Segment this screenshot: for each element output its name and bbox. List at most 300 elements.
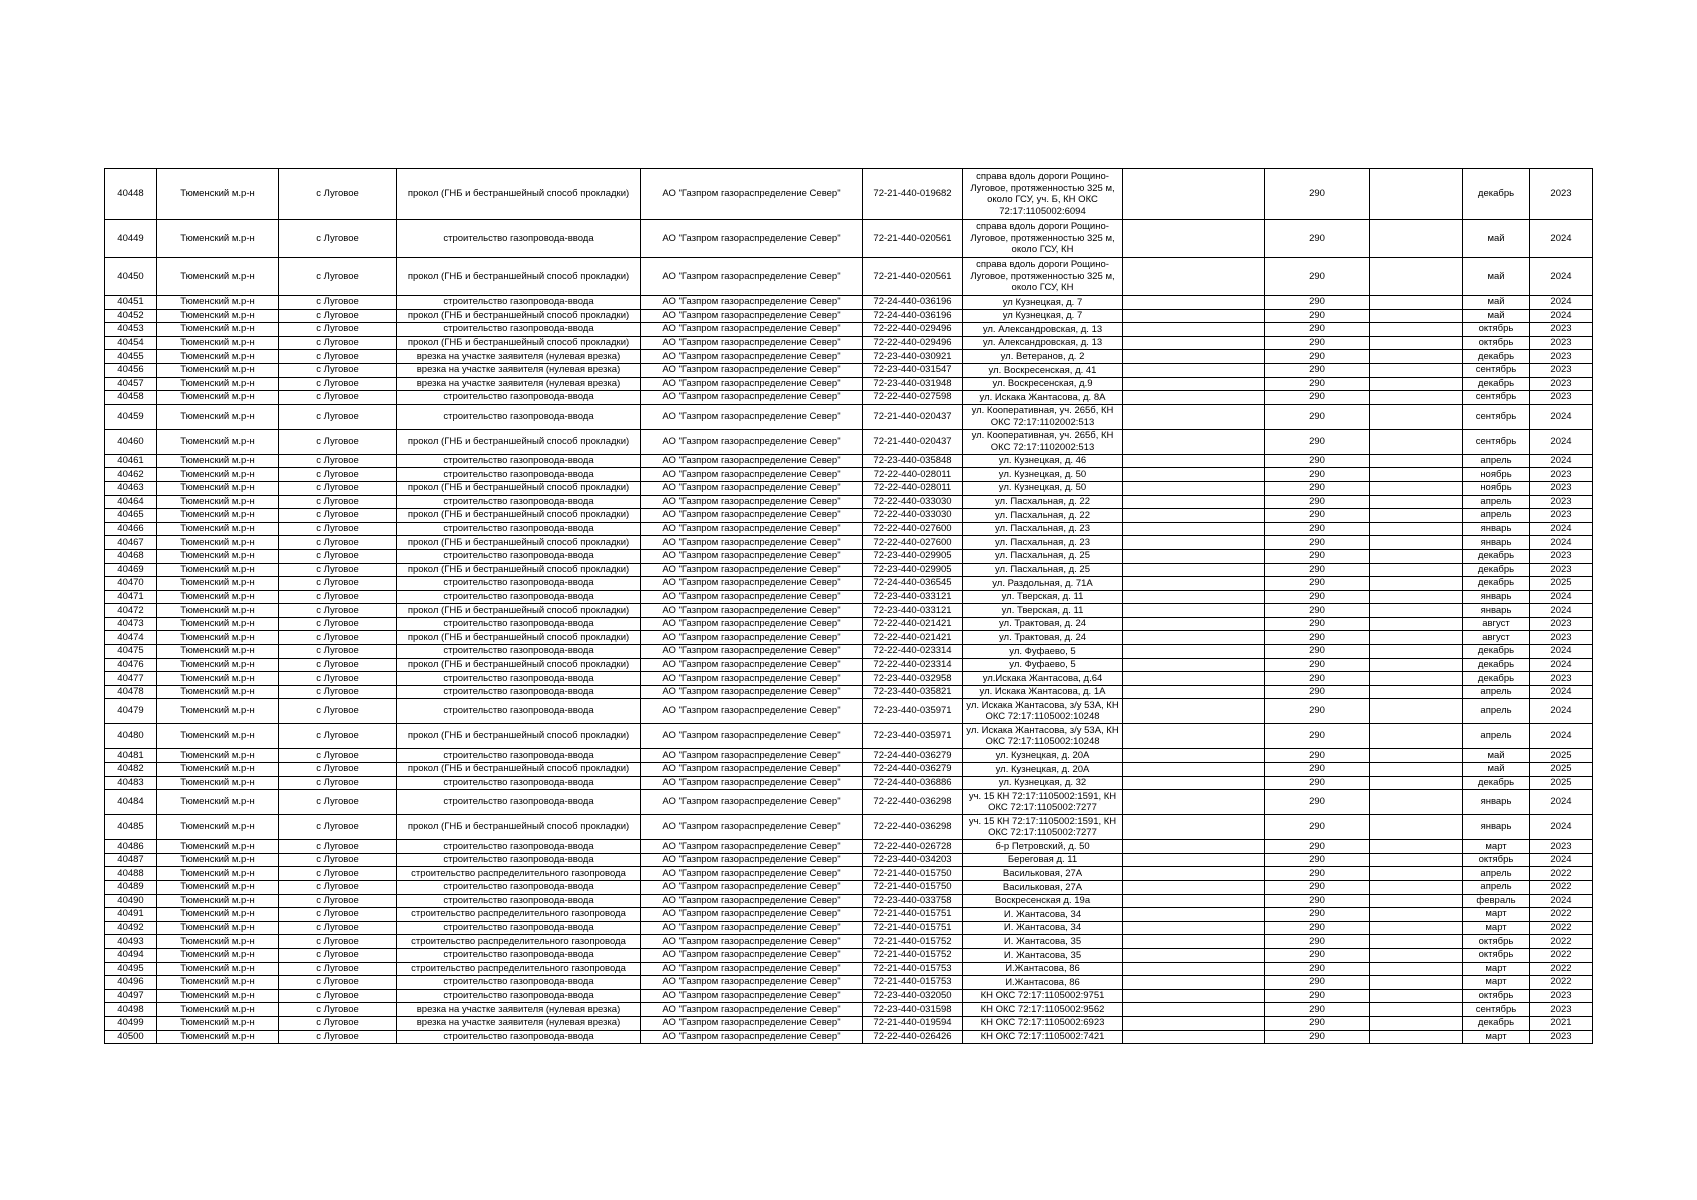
settlement-cell: с Луговое [279, 645, 397, 659]
contract-number-cell: 72-24-440-036196 [863, 309, 963, 323]
work-type-cell: строительство газопровода-ввода [397, 976, 641, 990]
contract-number-cell: 72-24-440-036886 [863, 776, 963, 790]
empty-cell [1123, 976, 1265, 990]
row-number: 40485 [105, 815, 157, 840]
address-cell: ул. Пасхальная, д. 23 [963, 522, 1123, 536]
empty-cell [1370, 363, 1463, 377]
address-cell: ул. Искака Жантасова, д. 1А [963, 685, 1123, 699]
empty-cell [1370, 220, 1463, 258]
table-row [105, 549, 1593, 563]
organization-cell: АО "Газпром газораспределение Север" [641, 645, 863, 659]
value-cell: 290 [1265, 815, 1370, 840]
empty-cell [1370, 481, 1463, 495]
row-number: 40453 [105, 323, 157, 337]
year-cell: 2024 [1530, 815, 1593, 840]
value-cell: 290 [1265, 881, 1370, 895]
contract-number-cell: 72-22-440-028011 [863, 468, 963, 482]
settlement-cell: с Луговое [279, 631, 397, 645]
year-cell: 2022 [1530, 948, 1593, 962]
organization-cell: АО "Газпром газораспределение Север" [641, 699, 863, 724]
empty-cell [1123, 881, 1265, 895]
year-cell: 2024 [1530, 790, 1593, 815]
work-type-cell: строительство газопровода-ввода [397, 948, 641, 962]
month-cell: январь [1463, 590, 1530, 604]
row-number: 40460 [105, 429, 157, 454]
contract-number-cell: 72-22-440-026426 [863, 1030, 963, 1044]
organization-cell: АО "Газпром газораспределение Север" [641, 724, 863, 749]
month-cell: апрель [1463, 881, 1530, 895]
contract-number-cell: 72-23-440-033758 [863, 894, 963, 908]
year-cell: 2023 [1530, 377, 1593, 391]
address-cell: КН ОКС 72:17:1105002:9562 [963, 1003, 1123, 1017]
empty-cell [1123, 549, 1265, 563]
empty-cell [1123, 685, 1265, 699]
empty-cell [1370, 962, 1463, 976]
settlement-cell: с Луговое [279, 962, 397, 976]
organization-cell: АО "Газпром газораспределение Север" [641, 495, 863, 509]
month-cell: апрель [1463, 724, 1530, 749]
month-cell: апрель [1463, 699, 1530, 724]
month-cell: апрель [1463, 685, 1530, 699]
empty-cell [1123, 1016, 1265, 1030]
month-cell: апрель [1463, 509, 1530, 523]
month-cell: май [1463, 309, 1530, 323]
empty-cell [1123, 1003, 1265, 1017]
year-cell: 2023 [1530, 617, 1593, 631]
table-row [105, 867, 1593, 881]
month-cell: март [1463, 908, 1530, 922]
empty-cell [1370, 894, 1463, 908]
value-cell: 290 [1265, 604, 1370, 618]
work-type-cell: прокол (ГНБ и бестраншейный способ прокладки) [397, 658, 641, 672]
district-cell: Тюменский м.р-н [157, 522, 279, 536]
empty-cell [1370, 631, 1463, 645]
table-row [105, 454, 1593, 468]
month-cell: октябрь [1463, 336, 1530, 350]
year-cell: 2024 [1530, 309, 1593, 323]
month-cell: ноябрь [1463, 481, 1530, 495]
contract-number-cell: 72-21-440-015751 [863, 908, 963, 922]
organization-cell: АО "Газпром газораспределение Север" [641, 763, 863, 777]
address-cell: ул. Трактовая, д. 24 [963, 617, 1123, 631]
year-cell: 2021 [1530, 1016, 1593, 1030]
year-cell: 2024 [1530, 296, 1593, 310]
district-cell: Тюменский м.р-н [157, 685, 279, 699]
district-cell: Тюменский м.р-н [157, 309, 279, 323]
year-cell: 2023 [1530, 631, 1593, 645]
organization-cell: АО "Газпром газораспределение Север" [641, 336, 863, 350]
organization-cell: АО "Газпром газораспределение Север" [641, 776, 863, 790]
district-cell: Тюменский м.р-н [157, 258, 279, 296]
row-number: 40488 [105, 867, 157, 881]
work-type-cell: прокол (ГНБ и бестраншейный способ прокладки) [397, 631, 641, 645]
settlement-cell: с Луговое [279, 867, 397, 881]
work-type-cell: строительство газопровода-ввода [397, 577, 641, 591]
row-number: 40486 [105, 840, 157, 854]
work-type-cell: строительство газопровода-ввода [397, 454, 641, 468]
year-cell: 2024 [1530, 220, 1593, 258]
row-number: 40484 [105, 790, 157, 815]
row-number: 40459 [105, 404, 157, 429]
row-number: 40462 [105, 468, 157, 482]
value-cell: 290 [1265, 790, 1370, 815]
month-cell: декабрь [1463, 350, 1530, 364]
work-type-cell: строительство газопровода-ввода [397, 468, 641, 482]
settlement-cell: с Луговое [279, 549, 397, 563]
empty-cell [1370, 815, 1463, 840]
district-cell: Тюменский м.р-н [157, 404, 279, 429]
contract-number-cell: 72-22-440-027600 [863, 522, 963, 536]
work-type-cell: строительство распределительного газопровода [397, 908, 641, 922]
empty-cell [1370, 429, 1463, 454]
table-row [105, 590, 1593, 604]
empty-cell [1370, 495, 1463, 509]
organization-cell: АО "Газпром газораспределение Север" [641, 1003, 863, 1017]
settlement-cell: с Луговое [279, 894, 397, 908]
organization-cell: АО "Газпром газораспределение Север" [641, 404, 863, 429]
settlement-cell: с Луговое [279, 336, 397, 350]
address-cell: ул. Кузнецкая, д. 50 [963, 481, 1123, 495]
settlement-cell: с Луговое [279, 454, 397, 468]
address-cell: ул. Трактовая, д. 24 [963, 631, 1123, 645]
row-number: 40469 [105, 563, 157, 577]
row-number: 40456 [105, 363, 157, 377]
work-type-cell: строительство газопровода-ввода [397, 685, 641, 699]
table-row [105, 536, 1593, 550]
settlement-cell: с Луговое [279, 169, 397, 220]
contract-number-cell: 72-22-440-029496 [863, 336, 963, 350]
district-cell: Тюменский м.р-н [157, 363, 279, 377]
address-cell: ул. Кузнецкая, д. 46 [963, 454, 1123, 468]
empty-cell [1370, 309, 1463, 323]
value-cell: 290 [1265, 336, 1370, 350]
district-cell: Тюменский м.р-н [157, 590, 279, 604]
work-type-cell: прокол (ГНБ и бестраншейный способ прокладки) [397, 169, 641, 220]
value-cell: 290 [1265, 563, 1370, 577]
organization-cell: АО "Газпром газораспределение Север" [641, 481, 863, 495]
contract-number-cell: 72-23-440-031598 [863, 1003, 963, 1017]
year-cell: 2024 [1530, 724, 1593, 749]
empty-cell [1370, 391, 1463, 405]
organization-cell: АО "Газпром газораспределение Север" [641, 509, 863, 523]
table-row [105, 495, 1593, 509]
district-cell: Тюменский м.р-н [157, 509, 279, 523]
empty-cell [1123, 296, 1265, 310]
district-cell: Тюменский м.р-н [157, 989, 279, 1003]
table-row [105, 1003, 1593, 1017]
organization-cell: АО "Газпром газораспределение Север" [641, 631, 863, 645]
district-cell: Тюменский м.р-н [157, 921, 279, 935]
empty-cell [1123, 962, 1265, 976]
work-type-cell: прокол (ГНБ и бестраншейный способ прокладки) [397, 509, 641, 523]
value-cell: 290 [1265, 590, 1370, 604]
district-cell: Тюменский м.р-н [157, 948, 279, 962]
year-cell: 2023 [1530, 391, 1593, 405]
value-cell: 290 [1265, 894, 1370, 908]
address-cell: ул. Кооперативная, уч. 265б, КН ОКС 72:17:1102002:513 [963, 429, 1123, 454]
address-cell: справа вдоль дороги Рощино-Луговое, протяженностью 325 м, около ГСУ, уч. Б, КН ОКС 72:17:1105002:6094 [963, 169, 1123, 220]
table-row [105, 658, 1593, 672]
contract-number-cell: 72-21-440-015752 [863, 948, 963, 962]
district-cell: Тюменский м.р-н [157, 577, 279, 591]
row-number: 40479 [105, 699, 157, 724]
settlement-cell: с Луговое [279, 309, 397, 323]
organization-cell: АО "Газпром газораспределение Север" [641, 948, 863, 962]
value-cell: 290 [1265, 699, 1370, 724]
year-cell: 2022 [1530, 935, 1593, 949]
empty-cell [1370, 509, 1463, 523]
table-row [105, 258, 1593, 296]
year-cell: 2024 [1530, 404, 1593, 429]
settlement-cell: с Луговое [279, 577, 397, 591]
month-cell: январь [1463, 522, 1530, 536]
settlement-cell: с Луговое [279, 363, 397, 377]
organization-cell: АО "Газпром газораспределение Север" [641, 840, 863, 854]
table-row [105, 1030, 1593, 1044]
organization-cell: АО "Газпром газораспределение Север" [641, 377, 863, 391]
empty-cell [1370, 672, 1463, 686]
contract-number-cell: 72-23-440-034203 [863, 853, 963, 867]
contract-number-cell: 72-23-440-031948 [863, 377, 963, 391]
empty-cell [1370, 258, 1463, 296]
address-cell: И. Жантасова, 35 [963, 935, 1123, 949]
year-cell: 2023 [1530, 481, 1593, 495]
row-number: 40454 [105, 336, 157, 350]
contract-number-cell: 72-24-440-036196 [863, 296, 963, 310]
contract-number-cell: 72-23-440-035971 [863, 724, 963, 749]
empty-cell [1370, 1016, 1463, 1030]
table-row [105, 309, 1593, 323]
address-cell: КН ОКС 72:17:1105002:9751 [963, 989, 1123, 1003]
empty-cell [1123, 258, 1265, 296]
empty-cell [1370, 617, 1463, 631]
organization-cell: АО "Газпром газораспределение Север" [641, 815, 863, 840]
settlement-cell: с Луговое [279, 724, 397, 749]
work-type-cell: прокол (ГНБ и бестраншейный способ прокладки) [397, 763, 641, 777]
district-cell: Тюменский м.р-н [157, 1016, 279, 1030]
district-cell: Тюменский м.р-н [157, 1030, 279, 1044]
value-cell: 290 [1265, 454, 1370, 468]
settlement-cell: с Луговое [279, 590, 397, 604]
empty-cell [1123, 908, 1265, 922]
empty-cell [1123, 853, 1265, 867]
contract-number-cell: 72-22-440-023314 [863, 645, 963, 659]
empty-cell [1370, 604, 1463, 618]
value-cell: 290 [1265, 724, 1370, 749]
empty-cell [1370, 1003, 1463, 1017]
work-type-cell: врезка на участке заявителя (нулевая врезка) [397, 350, 641, 364]
table-row [105, 921, 1593, 935]
empty-cell [1123, 536, 1265, 550]
empty-cell [1370, 522, 1463, 536]
district-cell: Тюменский м.р-н [157, 672, 279, 686]
empty-cell [1370, 468, 1463, 482]
settlement-cell: с Луговое [279, 220, 397, 258]
address-cell: ул. Искака Жантасова, з/у 53А, КН ОКС 72:17:1105002:10248 [963, 699, 1123, 724]
year-cell: 2024 [1530, 658, 1593, 672]
organization-cell: АО "Газпром газораспределение Север" [641, 1016, 863, 1030]
year-cell: 2025 [1530, 577, 1593, 591]
work-type-cell: строительство газопровода-ввода [397, 220, 641, 258]
work-type-cell: строительство газопровода-ввода [397, 672, 641, 686]
organization-cell: АО "Газпром газораспределение Север" [641, 429, 863, 454]
work-type-cell: строительство газопровода-ввода [397, 1030, 641, 1044]
table-row [105, 296, 1593, 310]
work-type-cell: строительство газопровода-ввода [397, 989, 641, 1003]
district-cell: Тюменский м.р-н [157, 495, 279, 509]
row-number: 40472 [105, 604, 157, 618]
work-type-cell: строительство газопровода-ввода [397, 296, 641, 310]
address-cell: ул. Воскресенская, д. 41 [963, 363, 1123, 377]
year-cell: 2023 [1530, 672, 1593, 686]
value-cell: 290 [1265, 481, 1370, 495]
empty-cell [1123, 935, 1265, 949]
settlement-cell: с Луговое [279, 1016, 397, 1030]
table-row [105, 604, 1593, 618]
year-cell: 2023 [1530, 169, 1593, 220]
work-type-cell: строительство газопровода-ввода [397, 921, 641, 935]
work-type-cell: строительство газопровода-ввода [397, 590, 641, 604]
empty-cell [1370, 645, 1463, 659]
year-cell: 2023 [1530, 363, 1593, 377]
contract-number-cell: 72-21-440-015753 [863, 962, 963, 976]
district-cell: Тюменский м.р-н [157, 563, 279, 577]
district-cell: Тюменский м.р-н [157, 935, 279, 949]
district-cell: Тюменский м.р-н [157, 220, 279, 258]
year-cell: 2022 [1530, 867, 1593, 881]
value-cell: 290 [1265, 658, 1370, 672]
organization-cell: АО "Газпром газораспределение Север" [641, 976, 863, 990]
empty-cell [1370, 881, 1463, 895]
table-row [105, 685, 1593, 699]
table-row [105, 763, 1593, 777]
empty-cell [1370, 536, 1463, 550]
year-cell: 2024 [1530, 853, 1593, 867]
row-number: 40496 [105, 976, 157, 990]
organization-cell: АО "Газпром газораспределение Север" [641, 921, 863, 935]
work-type-cell: строительство газопровода-ввода [397, 840, 641, 854]
address-cell: ул. Кузнецкая, д. 32 [963, 776, 1123, 790]
table-row [105, 840, 1593, 854]
district-cell: Тюменский м.р-н [157, 377, 279, 391]
address-cell: ул. Ветеранов, д. 2 [963, 350, 1123, 364]
row-number: 40466 [105, 522, 157, 536]
address-cell: Васильковая, 27А [963, 881, 1123, 895]
settlement-cell: с Луговое [279, 377, 397, 391]
address-cell: ул. Александровская, д. 13 [963, 323, 1123, 337]
address-cell: ул. Тверская, д. 11 [963, 590, 1123, 604]
work-type-cell: строительство газопровода-ввода [397, 699, 641, 724]
row-number: 40476 [105, 658, 157, 672]
value-cell: 290 [1265, 220, 1370, 258]
organization-cell: АО "Газпром газораспределение Север" [641, 658, 863, 672]
work-type-cell: прокол (ГНБ и бестраншейный способ прокладки) [397, 336, 641, 350]
month-cell: декабрь [1463, 549, 1530, 563]
row-number: 40449 [105, 220, 157, 258]
month-cell: сентябрь [1463, 391, 1530, 405]
settlement-cell: с Луговое [279, 763, 397, 777]
table-row [105, 350, 1593, 364]
row-number: 40498 [105, 1003, 157, 1017]
settlement-cell: с Луговое [279, 672, 397, 686]
table-row [105, 577, 1593, 591]
organization-cell: АО "Газпром газораспределение Север" [641, 577, 863, 591]
district-cell: Тюменский м.р-н [157, 867, 279, 881]
table-row [105, 908, 1593, 922]
empty-cell [1123, 577, 1265, 591]
work-type-cell: строительство газопровода-ввода [397, 323, 641, 337]
table-row [105, 853, 1593, 867]
empty-cell [1123, 763, 1265, 777]
organization-cell: АО "Газпром газораспределение Север" [641, 220, 863, 258]
month-cell: январь [1463, 790, 1530, 815]
month-cell: январь [1463, 536, 1530, 550]
address-cell: ул. Пасхальная, д. 22 [963, 495, 1123, 509]
table-row [105, 894, 1593, 908]
contract-number-cell: 72-24-440-036279 [863, 749, 963, 763]
address-cell: ул. Пасхальная, д. 23 [963, 536, 1123, 550]
value-cell: 290 [1265, 429, 1370, 454]
work-type-cell: строительство газопровода-ввода [397, 894, 641, 908]
value-cell: 290 [1265, 853, 1370, 867]
row-number: 40464 [105, 495, 157, 509]
year-cell: 2022 [1530, 881, 1593, 895]
value-cell: 290 [1265, 536, 1370, 550]
value-cell: 290 [1265, 350, 1370, 364]
work-type-cell: строительство газопровода-ввода [397, 776, 641, 790]
value-cell: 290 [1265, 258, 1370, 296]
contract-number-cell: 72-23-440-030921 [863, 350, 963, 364]
value-cell: 290 [1265, 976, 1370, 990]
district-cell: Тюменский м.р-н [157, 429, 279, 454]
table-row [105, 976, 1593, 990]
empty-cell [1123, 363, 1265, 377]
address-cell: И.Жантасова, 86 [963, 976, 1123, 990]
address-cell: И. Жантасова, 34 [963, 921, 1123, 935]
year-cell: 2024 [1530, 685, 1593, 699]
empty-cell [1123, 989, 1265, 1003]
row-number: 40493 [105, 935, 157, 949]
table-row [105, 323, 1593, 337]
work-type-cell: строительство газопровода-ввода [397, 404, 641, 429]
row-number: 40450 [105, 258, 157, 296]
organization-cell: АО "Газпром газораспределение Север" [641, 867, 863, 881]
settlement-cell: с Луговое [279, 617, 397, 631]
organization-cell: АО "Газпром газораспределение Север" [641, 853, 863, 867]
work-type-cell: врезка на участке заявителя (нулевая врезка) [397, 1003, 641, 1017]
empty-cell [1370, 169, 1463, 220]
work-type-cell: прокол (ГНБ и бестраншейный способ прокладки) [397, 258, 641, 296]
table-row [105, 522, 1593, 536]
work-type-cell: строительство газопровода-ввода [397, 749, 641, 763]
row-number: 40492 [105, 921, 157, 935]
month-cell: март [1463, 962, 1530, 976]
district-cell: Тюменский м.р-н [157, 724, 279, 749]
address-cell: ул. Пасхальная, д. 25 [963, 563, 1123, 577]
empty-cell [1123, 309, 1265, 323]
value-cell: 290 [1265, 935, 1370, 949]
empty-cell [1123, 645, 1265, 659]
year-cell: 2022 [1530, 908, 1593, 922]
district-cell: Тюменский м.р-н [157, 763, 279, 777]
settlement-cell: с Луговое [279, 685, 397, 699]
month-cell: апрель [1463, 454, 1530, 468]
table-row [105, 935, 1593, 949]
row-number: 40500 [105, 1030, 157, 1044]
row-number: 40497 [105, 989, 157, 1003]
month-cell: декабрь [1463, 658, 1530, 672]
district-cell: Тюменский м.р-н [157, 790, 279, 815]
